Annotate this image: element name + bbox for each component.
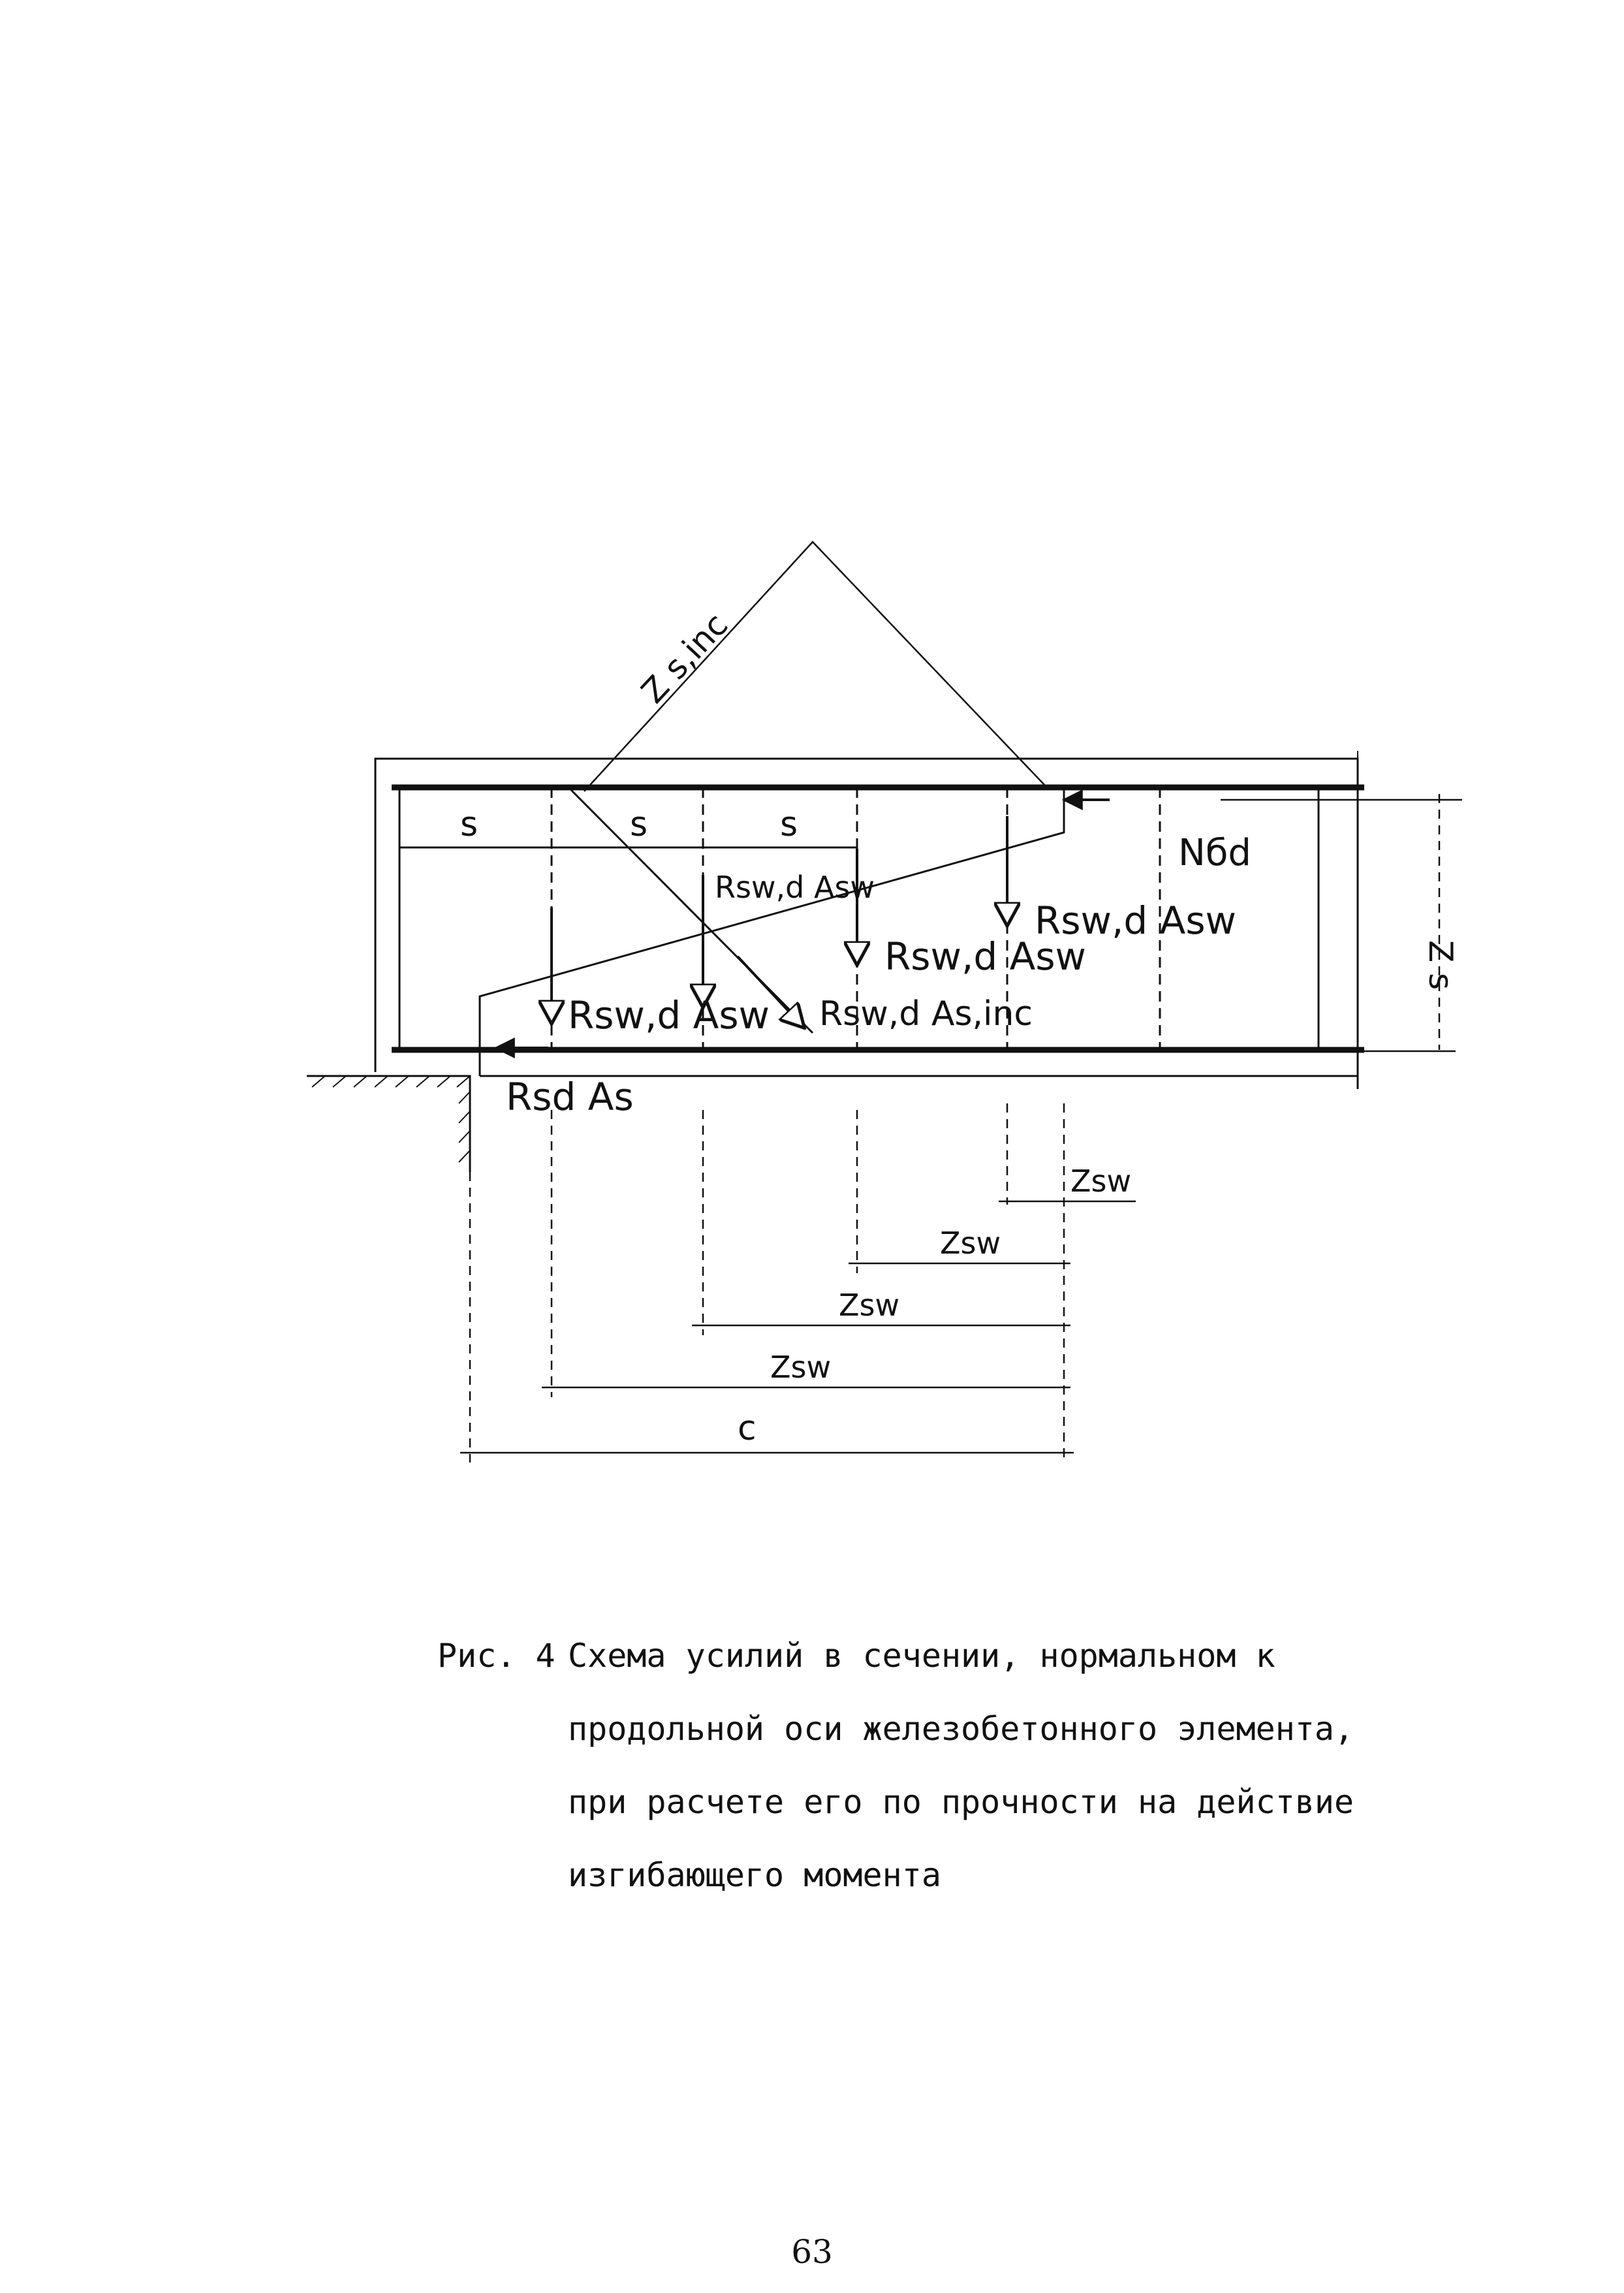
label-force-4: Rsw,d Asw	[568, 993, 770, 1037]
label-spacing-3: s	[780, 805, 798, 844]
label-spacing-2: s	[630, 805, 648, 844]
label-z-s: Z s	[1422, 940, 1460, 990]
figure-caption	[437, 1619, 1416, 1912]
label-n-bd: Nбd	[1178, 832, 1251, 874]
caption-prefix: Рис. 4	[437, 1637, 555, 1675]
label-zsw-4: Zsw	[770, 1350, 832, 1385]
caption-line-3: при расчете его по прочности на действие	[568, 1783, 1354, 1821]
caption-line-1: Схема усилий в сечении, нормальном к	[568, 1637, 1275, 1675]
label-force-3: Rsw,d Asw	[884, 934, 1086, 979]
label-z-s-inc: Z s,inc	[634, 605, 736, 711]
label-force-2: Rsw,d Asw	[1035, 898, 1236, 943]
label-zsw-2: Zsw	[940, 1226, 1001, 1261]
label-spacing-1: s	[460, 805, 478, 844]
label-force-1: Rsw,d Asw	[715, 870, 875, 905]
label-force-inclined: Rsw,d As,inc	[819, 994, 1033, 1034]
extension-lines	[470, 1103, 1064, 1463]
caption-line-2: продольной оси железобетонного элемента,	[568, 1710, 1354, 1748]
label-zsw-1: Zsw	[1070, 1163, 1132, 1199]
ground-hatching	[312, 1076, 470, 1162]
caption-line-4: изгибающего момента	[568, 1856, 941, 1894]
label-zsw-3: Zsw	[839, 1288, 900, 1323]
support-outline	[307, 1076, 470, 1172]
label-rsd-as: Rsd As	[506, 1075, 634, 1119]
label-c: c	[738, 1409, 757, 1448]
page-number: 63	[791, 2233, 833, 2271]
